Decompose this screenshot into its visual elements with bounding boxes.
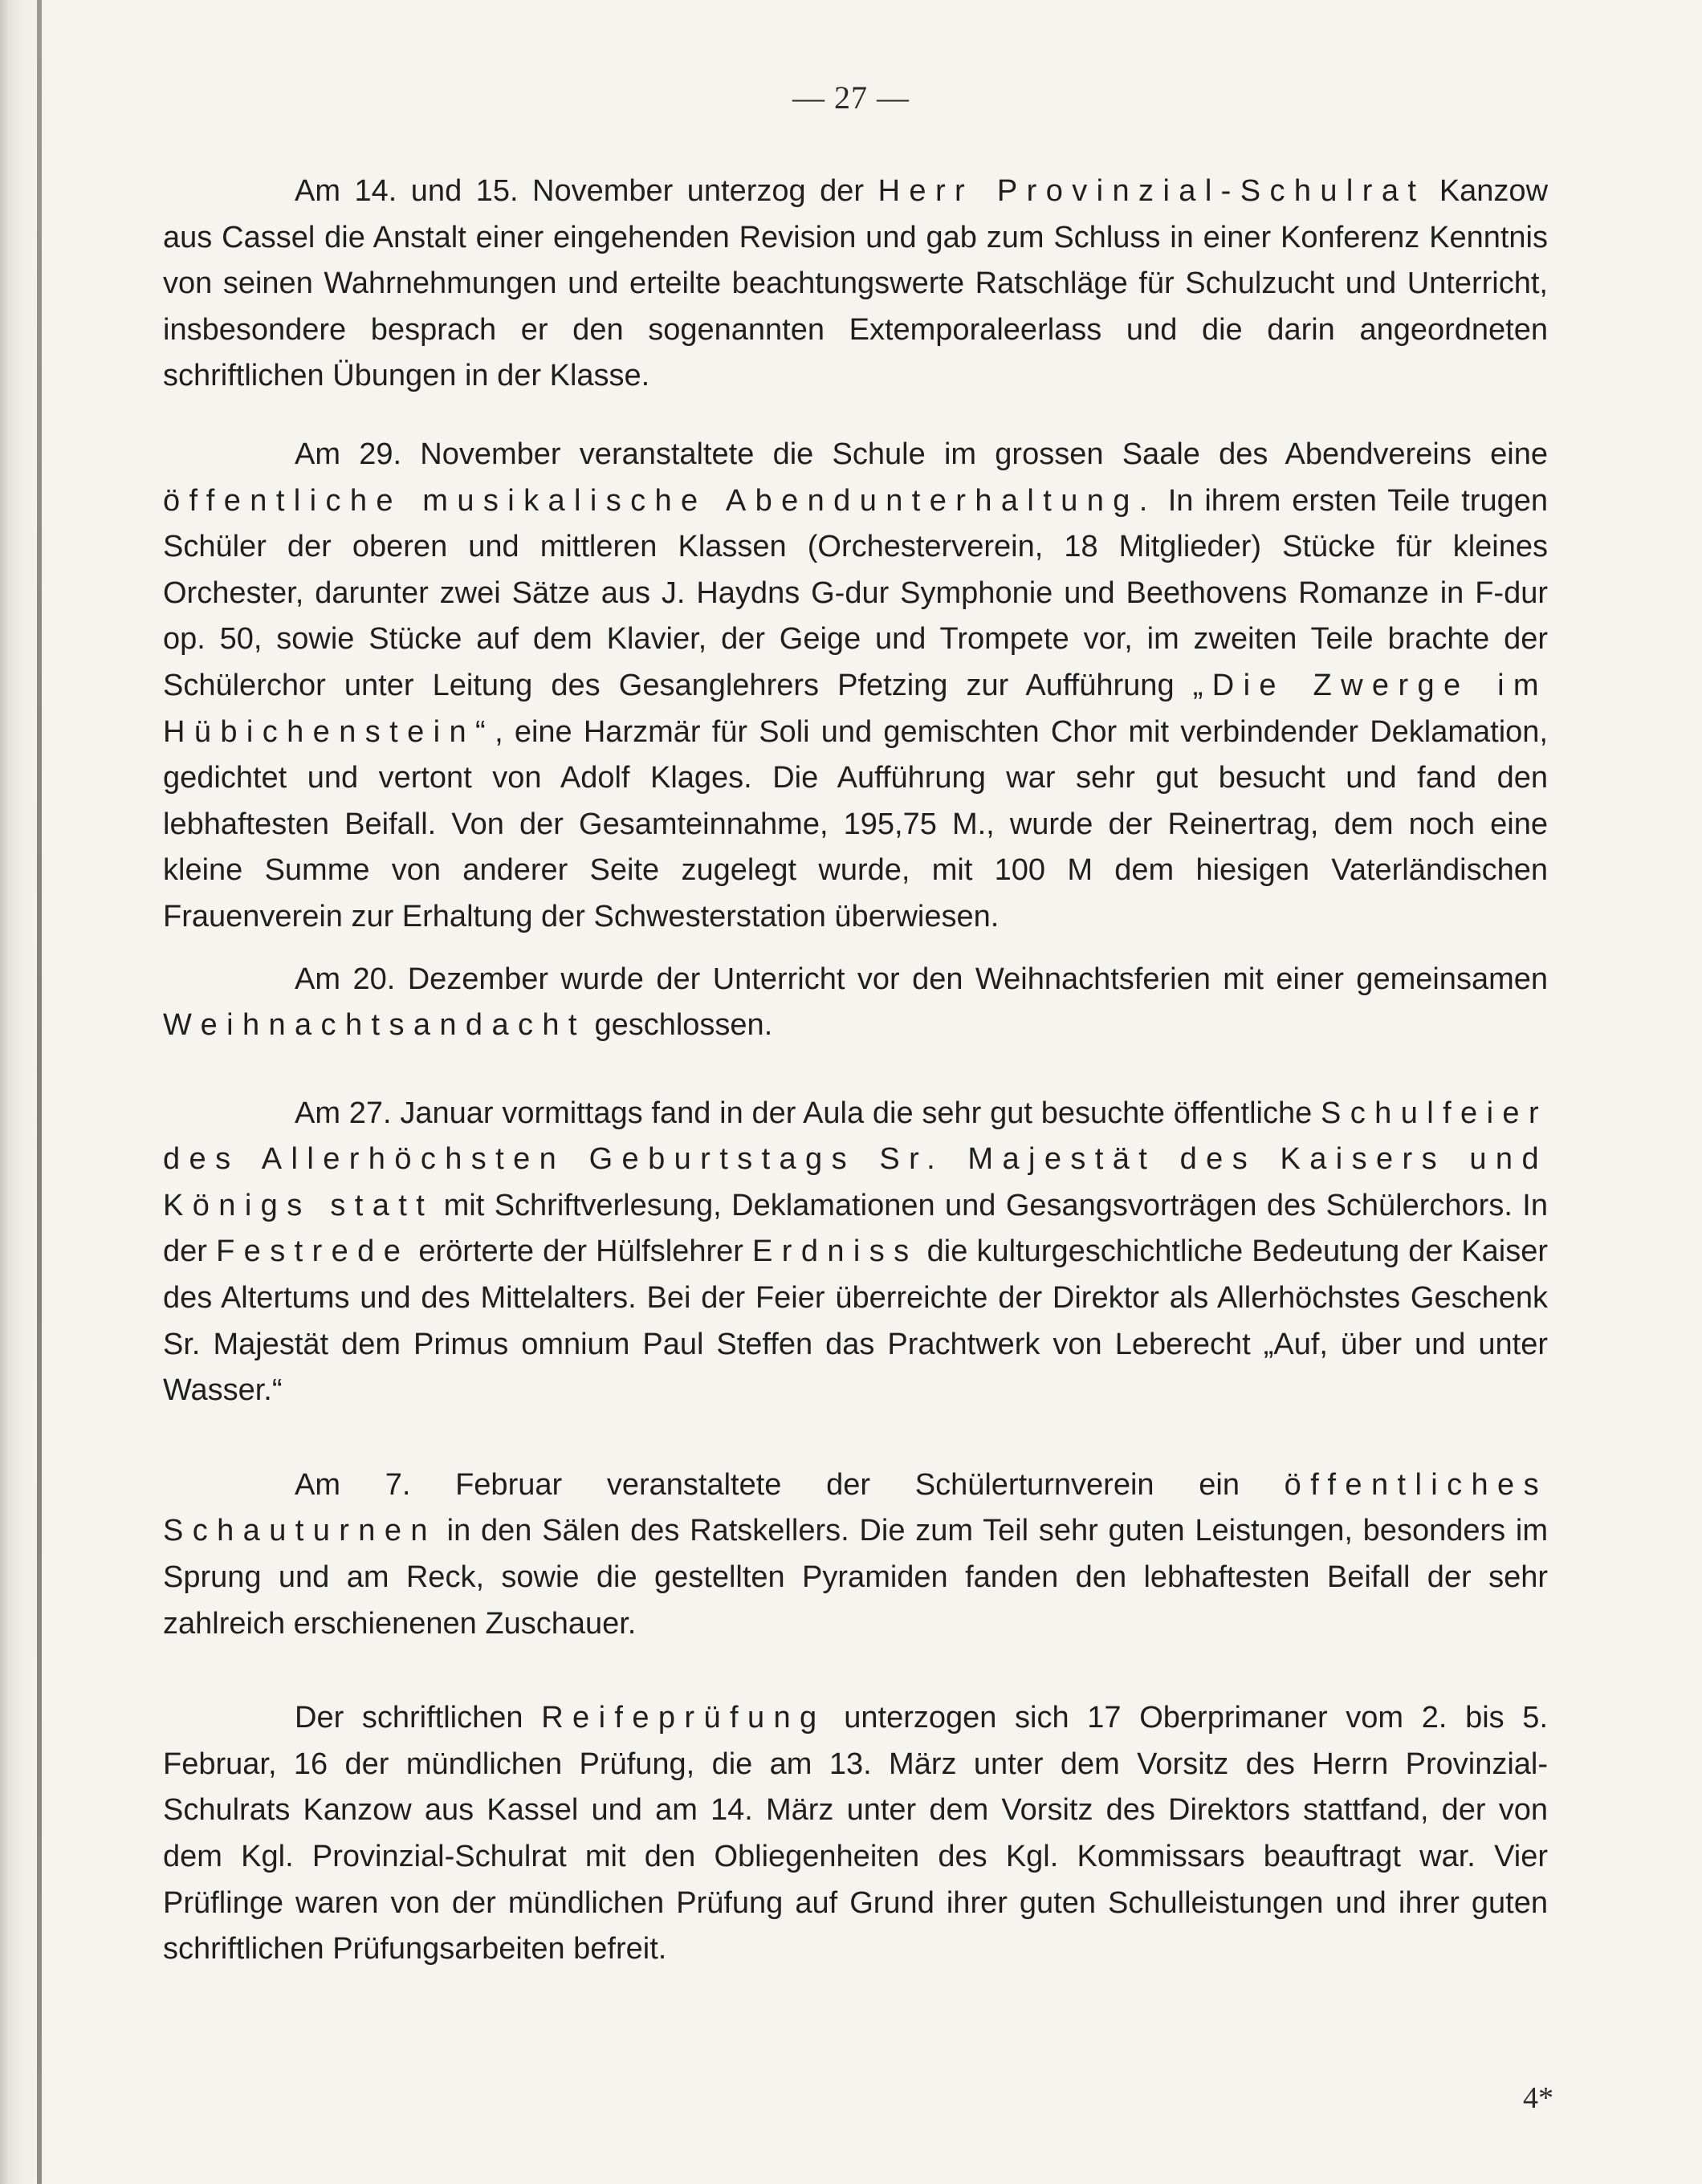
text-segment: Am 14. und 15. November unterzog der — [295, 174, 878, 208]
page-number: — 27 — — [792, 79, 910, 116]
text-segment: Kanzow aus Cassel die Anstalt einer eingehenden Revision und gab zum Schluss in einer Konferenz Kenntnis von seinen Wahrnehmungen und erteilte beachtungswerte Ratschläge für Schulzucht und Unterricht, insbesondere besprach er den sogenannten Extemporaleerlass und die darin angeordneten schriftlichen Übungen in der Klasse. — [163, 174, 1549, 393]
text-segment: Am 29. November veranstaltete die Schule im grossen Saale des Abendvereins eine — [295, 437, 1548, 471]
text-segment: Am 7. Februar veranstaltete der Schülerturnverein ein — [295, 1467, 1285, 1502]
text-segment: Am 20. Dezember wurde der Unterricht vor den Weihnachtsferien mit einer gemeinsamen — [295, 962, 1548, 996]
emphasized-text: öffentliches Schauturnen — [163, 1467, 1548, 1548]
emphasized-text: Weihnachtsandacht — [163, 1008, 586, 1043]
paragraph-final-exam — [163, 1695, 1548, 1973]
paragraph-gymnastics — [163, 1462, 1548, 1647]
text-segment: Der schriftlichen — [295, 1701, 542, 1735]
paragraph-revision — [163, 169, 1548, 400]
paragraph-concert — [163, 432, 1548, 941]
emphasized-text: „Die Zwerge im Hübichenstein“ — [163, 668, 1548, 749]
emphasized-text: Schulfeier des Allerhöchsten Geburtstags Sr. Majestät des Kaisers und Königs statt — [163, 1096, 1548, 1222]
text-segment: geschlossen. — [585, 1008, 773, 1043]
emphasized-text: Festrede — [216, 1234, 410, 1269]
text-segment: In ihrem ersten Teile trugen Schüler der oberen und mittleren Klassen (Orchesterverein, 18 Mitglieder) Stücke für kleines Orchester, darunter zwei Sätze aus J. Haydns G-dur Symphonie und Beethovens Romanze in F-dur op. 50, sowie Stücke auf dem Klavier, der Geige und Trompete vor, im zweiten Teile brachte der Schülerchor unter Leitung des Gesanglehrers Pfetzing zur Aufführung — [163, 483, 1548, 702]
paragraph-birthday-celebration — [163, 1091, 1548, 1414]
paragraph-christmas — [163, 957, 1548, 1049]
text-segment: erörterte der Hülfslehrer — [409, 1234, 753, 1269]
emphasized-text: öffentliche musikalische Abendunterhaltung. — [163, 483, 1157, 518]
text-segment: unterzogen sich 17 Oberprimaner vom 2. bis 5. Februar, 16 der mündlichen Prüfung, die am 13. März unter dem Vorsitz des Herrn Provinzial-Schulrats Kanzow aus Kassel und am 14. März unter dem Vorsitz des Direktors stattfand, der von dem Kgl. Provinzial-Schulrat mit den Obliegenheiten des Kgl. Kommissars beauftragt war. Vier Prüflinge waren von der mündlichen Prüfung auf Grund ihrer guten Schulleistungen und ihrer guten schriftlichen Prüfungsarbeiten befreit. — [163, 1701, 1549, 1966]
emphasized-text: Erdniss — [752, 1234, 918, 1269]
signature-mark: 4* — [1523, 2081, 1553, 2115]
text-segment: die kulturgeschichtliche Bedeutung der Kaiser des Altertums und des Mittelalters. Bei der Feier überreichte der Direktor als Allerhöchstes Geschenk Sr. Majestät dem Primus omnium Paul Steffen das Prachtwerk von Leberecht „Auf, über und unter Wasser.“ — [163, 1234, 1548, 1408]
text-segment: Am 27. Januar vormittags fand in der Aula die sehr gut besuchte öffentliche — [295, 1096, 1321, 1130]
emphasized-text: Reifeprüfung — [541, 1701, 826, 1735]
binding-edge — [37, 0, 42, 2184]
emphasized-text: Herr Provinzial-Schulrat — [877, 174, 1426, 208]
text-segment: , eine Harzmär für Soli und gemischten Chor mit verbindender Deklamation, gedichtet und vertont von Adolf Klages. Die Aufführung war sehr gut besucht und fand den lebhaftesten Beifall. Von der Gesamteinnahme, 195,75 M., wurde der Reinertrag, dem noch eine kleine Summe von anderer Seite zugelegt wurde, mit 100 M dem hiesigen Vaterländischen Frauenverein zur Erhaltung der Schwesterstation überwiesen. — [163, 714, 1548, 933]
text-segment: mit Schriftverlesung, Deklamationen und Gesangsvorträgen des Schülerchors. In der — [163, 1188, 1548, 1269]
body-text — [163, 169, 1548, 1973]
text-segment: in den Sälen des Ratskellers. Die zum Teil sehr guten Leistungen, besonders im Sprung und am Reck, sowie die gestellten Pyramiden fanden den lebhaftesten Beifall der sehr zahlreich erschienenen Zuschauer. — [163, 1514, 1548, 1641]
